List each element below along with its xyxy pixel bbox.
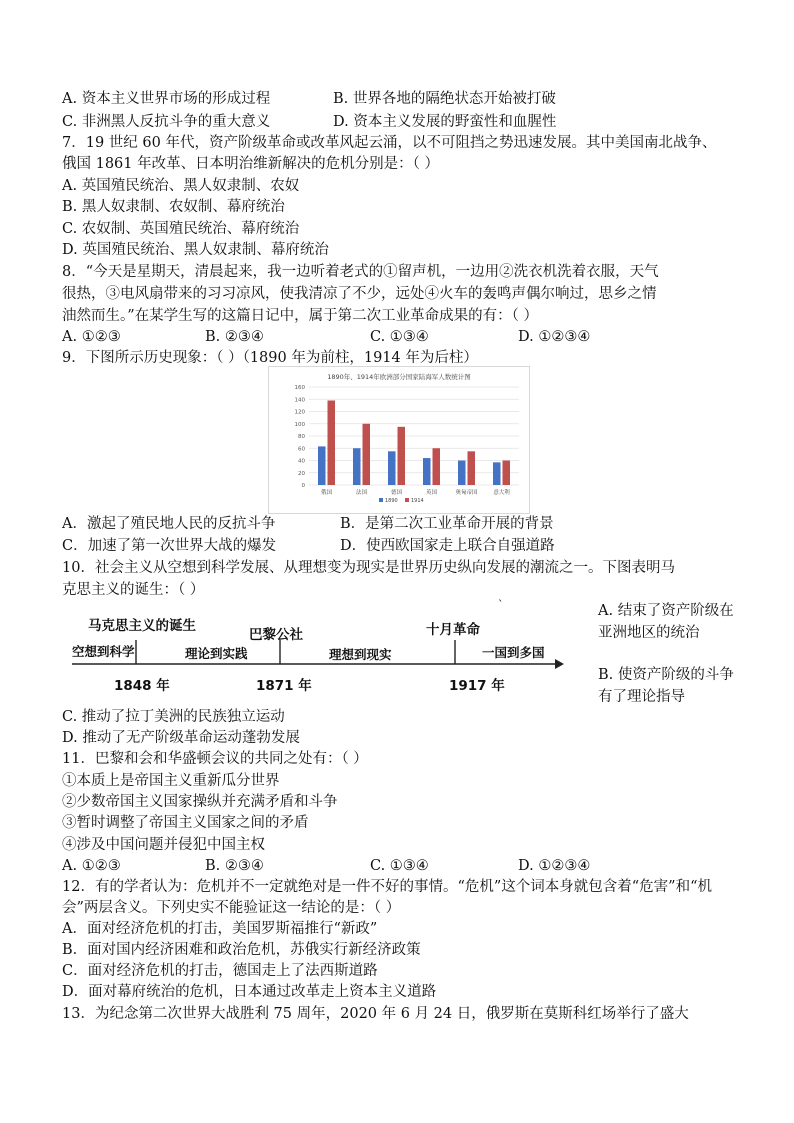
q6-option-a: A. 资本主义世界市场的形成过程 [62, 91, 271, 107]
chart-legend [379, 498, 424, 504]
q8-option-c: C. ①③④ [370, 329, 429, 345]
chart-y-tick-label: 120 [294, 409, 305, 416]
chart-bar-1914 [328, 400, 336, 485]
chart-x-tick-label: 法国 [355, 490, 368, 496]
chart-y-ticks [295, 385, 306, 489]
chart-bar-1890 [388, 451, 396, 485]
chart-x-tick-label: 意大利 [493, 490, 510, 496]
q10-option-b: B. 使资产阶级的斗争有了理论指导 [598, 667, 734, 705]
q13-stem-line1: 13．为纪念第二次世界大战胜利 75 周年，2020 年 6 月 24 日，俄罗斯在莫斯科红场举行了盛大 [62, 1006, 689, 1022]
q11-item-3: ③暂时调整了帝国主义国家之间的矛盾 [62, 815, 309, 831]
q8-option-b: B. ②③④ [205, 329, 264, 345]
timeline-segment-2: 理论到实践 [185, 646, 248, 661]
q9-option-c: C．加速了第一次世界大战的爆发 [62, 538, 277, 554]
chart-title: 1890年、1914年欧洲部分国家陆海军人数统计图 [327, 373, 471, 381]
q11-option-c: C. ①③④ [370, 858, 429, 874]
chart-y-tick-label: 160 [294, 385, 305, 391]
timeline-segment-1: 空想到科学 [72, 644, 135, 659]
q10-option-c: C. 推动了拉丁美洲的民族独立运动 [62, 709, 285, 725]
chart-bars [318, 400, 510, 485]
q9-option-d: D．使西欧国家走上联合自强道路 [340, 538, 555, 554]
bar-chart [268, 366, 530, 514]
q7-option-b: B. 黑人奴隶制、农奴制、幕府统治 [62, 199, 285, 215]
chart-legend-label: 1890 [385, 498, 398, 504]
q11-option-b: B. ②③④ [205, 858, 264, 874]
timeline-arrow [555, 659, 564, 669]
chart-x-tick-label: 英国 [425, 490, 438, 496]
q12-option-b: B．面对国内经济困难和政治危机，苏俄实行新经济政策 [62, 942, 421, 958]
q11-item-2: ②少数帝国主义国家操纵并充满矛盾和斗争 [62, 794, 338, 810]
timeline-year-1848: 1848 年 [114, 678, 170, 694]
timeline-diagram [70, 600, 590, 710]
q8-option-d: D. ①②③④ [518, 329, 591, 345]
chart-y-tick-label: 140 [294, 397, 305, 404]
timeline-event-paris-commune: 巴黎公社 [249, 627, 303, 643]
q12-option-d: D．面对幕府统治的危机，日本通过改革走上资本主义道路 [62, 984, 437, 1000]
q9-stem: 9．下图所示历史现象：（ ）（1890 年为前柱，1914 年为后柱） [62, 350, 478, 366]
q7-option-a: A. 英国殖民统治、黑人奴隶制、农奴 [62, 178, 300, 194]
chart-bar-1890 [458, 461, 466, 486]
chart-x-tick-label: 奥匈帝国 [455, 490, 478, 496]
q8-stem-line3: 油然而生。”在某学生写的这篇日记中，属于第二次工业革命成果的有：（ ） [62, 308, 539, 324]
chart-y-tick-label: 20 [298, 470, 305, 477]
timeline-year-1917: 1917 年 [449, 678, 505, 694]
q11-option-a: A. ①②③ [62, 858, 121, 874]
q11-item-1: ①本质上是帝国主义重新瓜分世界 [62, 773, 280, 789]
q12-stem-line2: 会”两层含义。下列史实不能验证这一结论的是：（ ） [62, 900, 401, 916]
timeline-event-october-revolution: 十月革命 [426, 622, 480, 638]
q11-option-d: D. ①②③④ [518, 858, 591, 874]
chart-x-tick-label: 德国 [390, 490, 403, 496]
q11-item-4: ④涉及中国问题并侵犯中国主权 [62, 837, 265, 853]
q8-stem-line1: 8．“今天是星期天，清晨起来，我一边听着老式的①留声机，一边用②洗衣机洗着衣服，天气 [62, 264, 659, 280]
q7-option-d: D. 英国殖民统治、黑人奴隶制、幕府统治 [62, 242, 329, 258]
chart-y-tick-label: 40 [298, 458, 305, 465]
chart-legend-swatch [379, 498, 383, 502]
chart-legend-swatch [405, 498, 409, 502]
chart-bar-1914 [468, 451, 476, 485]
q6-option-d: D. 资本主义发展的野蛮性和血腥性 [333, 114, 557, 130]
chart-legend-label: 1914 [411, 498, 424, 504]
q10-stem-line1: 10．社会主义从空想到科学发展、从理想变为现实是世界历史纵向发展的潮流之一。下图表明马 [62, 560, 675, 576]
q11-stem: 11．巴黎和会和华盛顿会议的共同之处有：（ ） [62, 751, 368, 767]
chart-x-ticks [321, 488, 510, 496]
q7-stem-line1: 7．19 世纪 60 年代，资产阶级革命或改革风起云涌，以不可阻挡之势迅速发展。其中美国南北战争、 [62, 135, 717, 151]
timeline-event-marxism: 马克思主义的诞生 [88, 618, 196, 634]
timeline-year-1871: 1871 年 [256, 678, 312, 694]
chart-y-tick-label: 0 [301, 483, 305, 489]
chart-bar-1890 [423, 458, 431, 485]
chart-bar-1890 [353, 448, 361, 485]
q6-option-b: B. 世界各地的隔绝状态开始被打破 [333, 91, 556, 107]
q7-option-c: C. 农奴制、英国殖民统治、幕府统治 [62, 221, 300, 237]
timeline-segment-3: 理想到现实 [329, 647, 392, 662]
chart-bar-1914 [503, 461, 511, 486]
chart-bar-1914 [363, 424, 371, 485]
chart-gridlines [309, 387, 519, 485]
chart-x-tick-label: 俄国 [320, 490, 333, 496]
q10-option-a: A. 结束了资产阶级在亚洲地区的统治 [598, 603, 734, 641]
chart-bar-1914 [398, 427, 406, 485]
q6-option-c: C. 非洲黑人反抗斗争的重大意义 [62, 114, 271, 130]
chart-y-tick-label: 100 [294, 421, 305, 428]
q9-option-b: B．是第二次工业革命开展的背景 [340, 516, 554, 532]
q10-option-d: D. 推动了无产阶级革命运动蓬勃发展 [62, 730, 300, 746]
q12-stem-line1: 12．有的学者认为：危机并不一定就绝对是一件不好的事情。“危机”这个词本身就包含着“危害”和“机 [62, 879, 713, 895]
q12-option-a: A．面对经济危机的打击，美国罗斯福推行“新政” [62, 921, 378, 937]
timeline-mark: ` [498, 598, 504, 611]
chart-bar-1914 [433, 448, 441, 485]
chart-bar-1890 [493, 462, 501, 485]
timeline-segment-4: 一国到多国 [482, 645, 545, 660]
q10-stem-line2: 克思主义的诞生：（ ） [62, 582, 205, 598]
q8-option-a: A. ①②③ [62, 329, 121, 345]
chart-y-tick-label: 80 [298, 434, 305, 440]
bar-chart-svg [269, 367, 529, 513]
chart-bar-1890 [318, 446, 326, 485]
q9-option-a: A．激起了殖民地人民的反抗斗争 [62, 516, 276, 532]
q8-stem-line2: 很热，③电风扇带来的习习凉风，使我清凉了不少，远处④火车的轰鸣声偶尔响过，思乡之情 [62, 286, 657, 302]
q7-stem-line2: 俄国 1861 年改革、日本明治维新解决的危机分别是：（ ） [62, 156, 439, 172]
chart-y-tick-label: 60 [298, 446, 305, 453]
q12-option-c: C．面对经济危机的打击，德国走上了法西斯道路 [62, 963, 378, 979]
